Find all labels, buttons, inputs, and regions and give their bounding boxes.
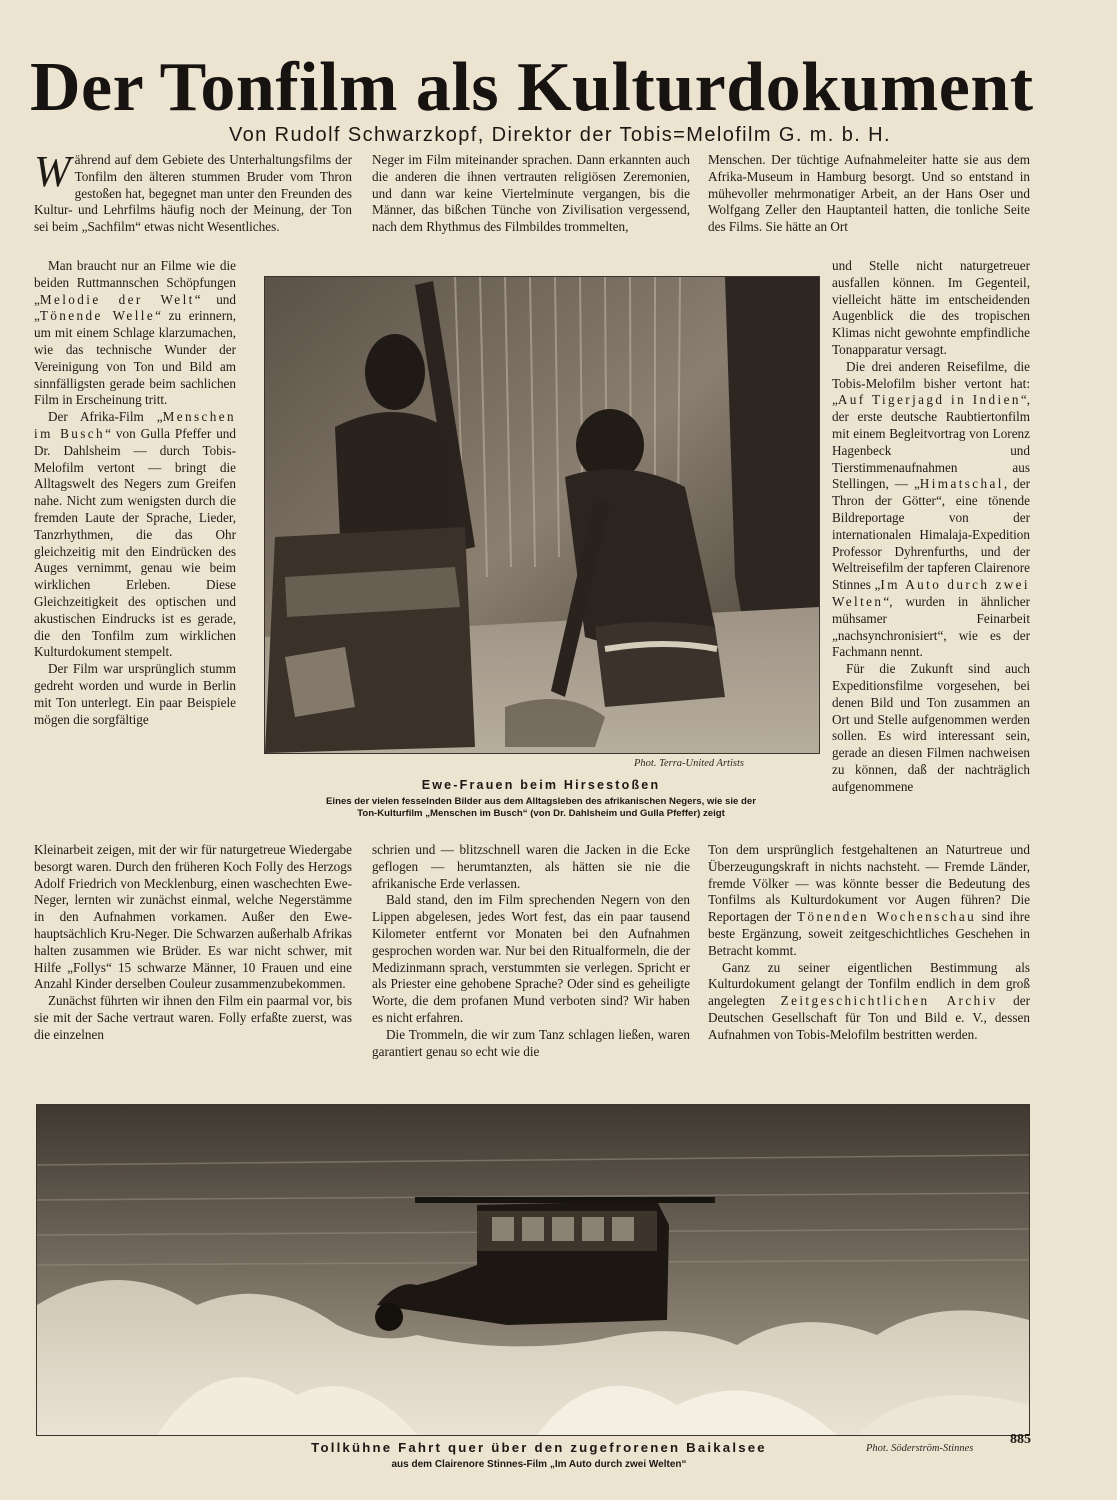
paragraph: Kleinarbeit zeigen, mit der wir für naturgetreue Wiedergabe besorgt waren. Durch den früheren Koch Folly des Herzogs Adolf Friedrich von Mecklenburg, einen waschechten Ewe-Neger, lernten wir zunächst einmal, welche Negerstämme in den Aufnahmen vorkamen. Außer den Ewe- hauptsächlich Kru-Neger. Die Schwarzen außerhalb Afrikas halten zusammen wie Brüder. Es war nicht schwer, mit Hilfe „Follys“ 15 schwarze Männer, 10 Frauen und eine Anzahl Kinder derselben Couleur zusammenzubekommen. — [34, 842, 352, 992]
column-2-top — [372, 152, 690, 256]
film-title-im-auto: Im Auto durch zwei Welten — [832, 577, 1030, 609]
paragraph: Neger im Film miteinander sprachen. Dann erkannten auch die anderen die ihnen vertrauten religiösen Zeremonien, und dann war keine Viertelminute vergangen, bis die Männer, das bißchen Tünche von Zivilisation vergessend, nach dem Rhythmus des Filmbildes trommelten, — [372, 152, 690, 235]
wochenschau-title: Tönenden Wochenschau — [797, 909, 977, 925]
paragraph: Man braucht nur an Filme wie die beiden Ruttmannschen Schöpfungen „Melodie der Welt“ und „Tönende Welle“ zu erinnern, um mit einem Schlage klarzumachen, wie das technische Wunder der Vereinigung von Ton und Bild am sinnfälligsten gerade beim sachlichen Film in Erscheinung tritt. — [34, 258, 236, 408]
article-byline: Von Rudolf Schwarzkopf, Direktor der Tobis=Melofilm G. m. b. H. — [229, 124, 891, 146]
column-2-bottom — [372, 842, 690, 1094]
paragraph: und Stelle nicht naturgetreuer ausfallen können. Im Gegenteil, vielleicht hätte im entscheidenden Augenblick die des tropischen Klimas nicht gewohnte empfindliche Tonapparatur versagt. — [832, 258, 1030, 357]
baikal-car-photo-illustration — [37, 1105, 1029, 1435]
column-3-bottom: Ton dem ursprünglich festgehaltenen an Naturtreue und Überzeugungskraft in nichts nachsteht. — Fremde Länder, fremde Völker — was könnte besser die Bedeutung des Tonfilms als Kulturdokument vor Augen führen? Die Reportagen der Tönenden Wochenschau sind ihre beste Ergänzung, soweit zeitgeschichtliches Geschehen in Betracht kommt. Ganz zu seiner eigentlichen Bestimmung als Kulturdokument gelangt der Tonfilm endlich in dem groß angelegten Zeitgeschichtlichen Archiv der Deutschen Gesellschaft für Ton und Bild e. V., dessen Aufnahmen von Tobis-Melofilm bestritten werden. — [708, 842, 1030, 1042]
film-title-melodie: Melodie der Welt — [39, 291, 195, 307]
paragraph: Zunächst führten wir ihnen den Film ein paarmal vor, bis sie mit der Sache vertraut waren. Folly erfaßte zuerst, was die einzelnen — [34, 993, 352, 1042]
column-1-narrow — [34, 258, 236, 840]
baikal-car-photo — [36, 1104, 1030, 1436]
photo-credit-2: Phot. Söderström-Stinnes — [866, 1443, 974, 1454]
paragraph: Für die Zukunft sind auch Expeditionsfilme vorgesehen, bei denen Bild und Ton zusammen an Ort und Stelle aufgenommen werden sollen. Es wird interessant sein, gerade an diesen Filmen nachweisen zu können, daß der nachträglich aufgenommene — [832, 661, 1030, 794]
paragraph: Bald stand, den im Film sprechenden Negern von den Lippen abgelesen, jedes Wort fest, das ein paar tausend Kilometer entfernt vor Monaten bei den Aufnahmen gesprochen worden war. Nur bei den Ritualformeln, die der Medizinmann sprach, verstummten sie verlegen. Spricht er als Priester eine gehobene Sprache? Oder sind es geheiligte Worte, die dem profanen Mund verboten sind? Wir haben es nicht erfahren. — [372, 892, 690, 1025]
paragraph: schrien und — blitzschnell waren die Jacken in die Ecke geflogen — herumtanzten, als hätten sie nie die afrikanische Erde verlassen. — [372, 842, 690, 891]
drop-cap: W — [34, 152, 71, 196]
photo-1-caption-line-2: Ton-Kulturfilm „Menschen im Busch“ (von Dr. Dahlsheim und Gulla Pfeffer) zeigt — [357, 808, 725, 819]
paragraph: Der Film war ursprünglich stumm gedreht worden und wurde in Berlin mit Ton unterlegt. Ein paar Beispiele mögen die sorgfältige — [34, 661, 236, 727]
article-title: Der Tonfilm als Kulturdokument — [30, 49, 1034, 126]
film-title-himatschal: Himatschal — [919, 476, 1004, 492]
column-3-narrow — [832, 258, 1030, 840]
intro-paragraph: ährend auf dem Gebiete des Unterhaltungsfilms der Tonfilm den älteren stummen Bruder vom Thron gestoßen hat, begegnet man unter den Freunden des Kultur- und Lehrfilms häufig noch der Meinung, der Ton sei beim „Sachfilm“ etwas nicht Wesentliches. — [34, 152, 352, 235]
ewe-women-photo-illustration — [265, 277, 819, 753]
ewe-women-photo — [264, 276, 820, 754]
photo-credit-1: Phot. Terra-United Artists — [634, 758, 744, 769]
paragraph: Die Trommeln, die wir zum Tanz schlagen ließen, waren garantiert genau so echt wie die — [372, 1026, 690, 1059]
film-title-menschen: Menschen im Busch — [34, 409, 236, 441]
page-number: 885 — [1010, 1432, 1031, 1447]
column-1-top — [34, 152, 352, 256]
paragraph: Die drei anderen Reisefilme, die Tobis-Melofilm bisher vertont hat: „Auf Tigerjagd in Indien“, der erste deutsche Raubtiertonfilm mit einem Begleitvortrag von Lorenz Hagenbeck und Tierstimmenaufnahmen aus Stellingen, — „Himatschal, der Thron der Götter“, eine tönende Bildreportage von der internationalen Himalaja-Expedition Professor Dyhrenfurths, und der Weltreisefilm der tapferen Clairenore Stinnes „Im Auto durch zwei Welten“, wurden in ähnlicher mühsamer Feinarbeit „nachsynchronisiert“, wie es der Fachmann nennt. — [832, 358, 1030, 660]
photo-2-caption-sub: aus dem Clairenore Stinnes-Film „Im Auto durch zwei Welten“ — [391, 1459, 687, 1470]
photo-2-caption-title: Tollkühne Fahrt quer über den zugefrorenen Baikalsee — [311, 1440, 767, 1455]
film-title-tigerjagd: Auf Tigerjagd in Indien — [837, 392, 1021, 408]
film-title-toenende-welle: Tönende Welle — [39, 308, 156, 324]
photo-1-caption-line-1: Eines der vielen fesselnden Bilder aus dem Alltagsleben des afrikanischen Negers, wie sie der — [326, 796, 756, 807]
column-3-top — [708, 152, 1030, 256]
archiv-title: Zeitgeschichtlichen Archiv — [780, 993, 998, 1009]
photo-1-caption-title: Ewe-Frauen beim Hirsestoßen — [421, 778, 661, 792]
paragraph: Menschen. Der tüchtige Aufnahmeleiter hatte sie aus dem Afrika-Museum in Hamburg besorgt. Und so entstand in mühevoller mehrmonatiger Arbeit, an der Hans Oser und Wolfgang Zeller den Hauptanteil hatten, die tonliche Seite des Films. Sie hätte an Ort — [708, 152, 1030, 235]
paragraph: Der Afrika-Film „Menschen im Busch“ von Gulla Pfeffer und Dr. Dahlsheim — durch Tobis-Melofilm vertont — bringt die Alltagswelt des Negers zum Greifen nahe. Nicht zum wenigsten durch die fremden Laute der Sprache, Lieder, Tanzrhythmen, die das Ohr gleichzeitig mit den Eindrücken des Auges vernimmt, genau wie beim wirklichen Erleben. Diese Gleichzeitigkeit des optischen und akustischen Eindrucks ist es gerade, die den Tonfilm zum wirklichen Kulturdokument stempelt. — [34, 409, 236, 660]
column-1-bottom — [34, 842, 352, 1094]
